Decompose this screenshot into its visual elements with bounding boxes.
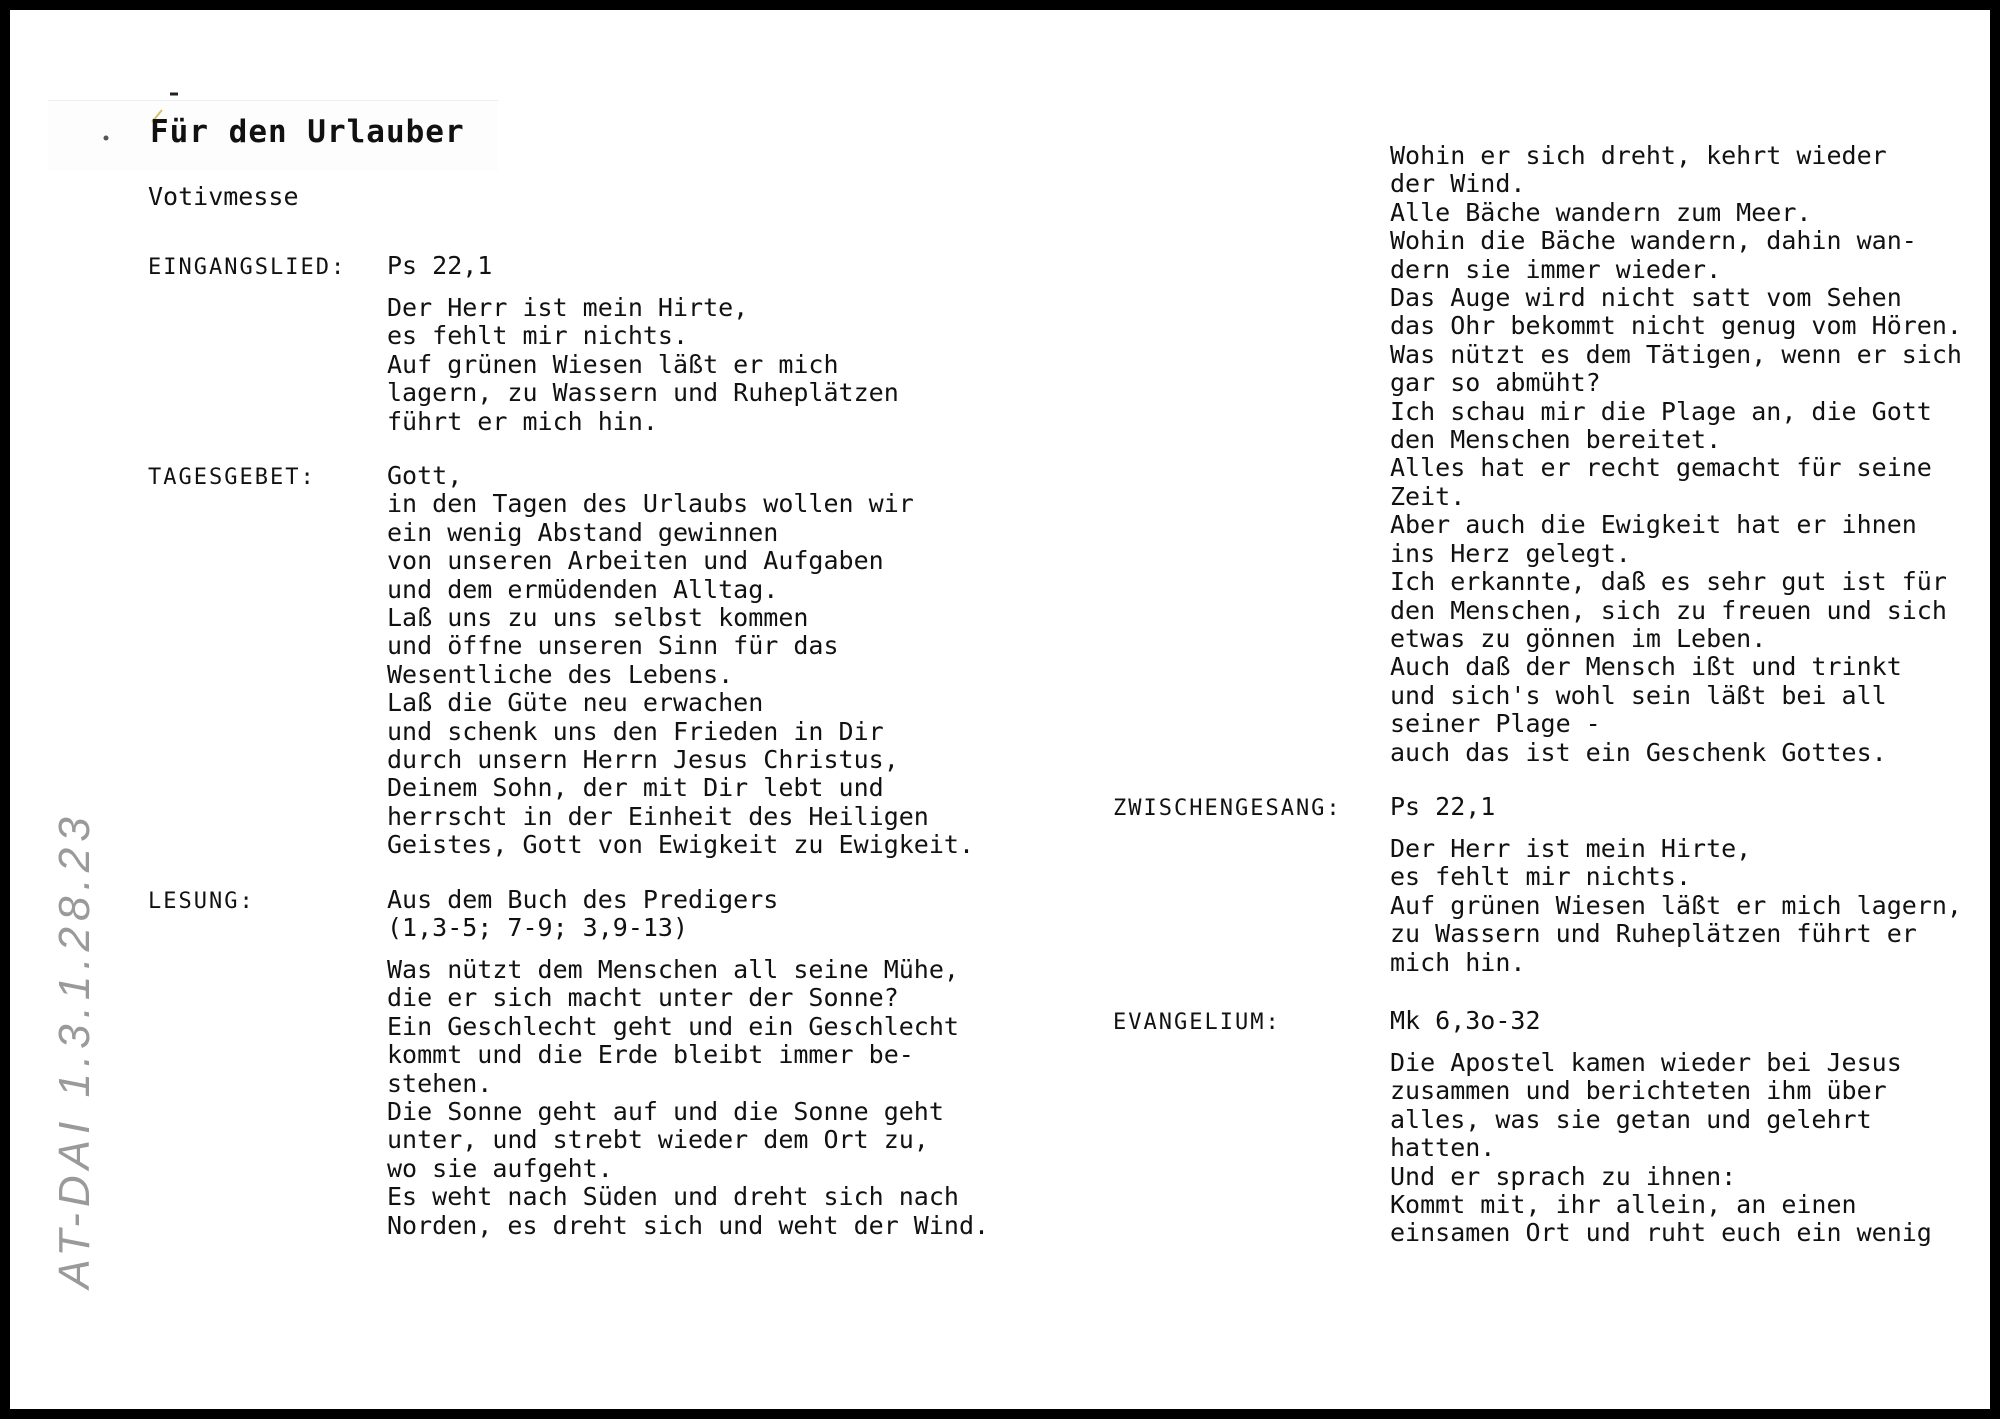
zwischengesang-text: Der Herr ist mein Hirte, es fehlt mir nichts. Auf grünen Wiesen läßt er mich lagern, zu Wassern und Ruheplätzen führt er mich hin. xyxy=(1390,834,1962,977)
archive-signature-text: AT-DAI 1.3.1.28.23 xyxy=(50,811,99,1289)
lesung-ref: Aus dem Buch des Predigers (1,3-5; 7-9; 3,9-13) xyxy=(387,885,779,943)
label-lesung: LESUNG: xyxy=(148,889,255,914)
lesung-text-continued: Wohin er sich dreht, kehrt wieder der Wind. Alle Bäche wandern zum Meer. Wohin die Bäche wandern, dahin wan- dern sie immer wieder. Das Auge wird nicht satt vom Sehen das Ohr bekommt nicht genug vom Hören. Was nützt es dem Tätigen, wenn er sich gar so abmüht? Ich schau mir die Plage an, die Gott den Menschen bereitet. Alles hat er recht gemacht für seine Zeit. Aber auch die Ewigkeit hat er ihnen ins Herz gelegt. Ich erkannte, daß es sehr gut ist für den Menschen, sich zu freuen und sich etwas zu gönnen im Leben. Auch daß der Mensch ißt und trinkt und sich's wohl sein läßt bei all seiner Plage - auch das ist ein Geschenk Gottes. xyxy=(1390,141,1962,767)
document-page xyxy=(10,10,1990,1409)
archive-signature xyxy=(40,790,110,1310)
eingangslied-ref: Ps 22,1 xyxy=(387,251,493,280)
eingangslied-text: Der Herr ist mein Hirte, es fehlt mir nichts. Auf grünen Wiesen läßt er mich lagern, zu Wassern und Ruheplätzen führt er mich hin. xyxy=(387,293,899,436)
zwischengesang-ref: Ps 22,1 xyxy=(1390,792,1496,821)
document-title: Für den Urlauber xyxy=(150,114,465,150)
label-eingangslied: EINGANGSLIED: xyxy=(148,255,347,280)
label-zwischengesang: ZWISCHENGESANG: xyxy=(1113,796,1342,821)
lesung-text: Was nützt dem Menschen all seine Mühe, die er sich macht unter der Sonne? Ein Geschlecht geht und ein Geschlecht kommt und die Erde bleibt immer be- stehen. Die Sonne geht auf und die Sonne geht unter, und strebt wieder dem Ort zu, wo sie aufgeht. Es weht nach Süden und dreht sich nach Norden, es dreht sich und weht der Wind. xyxy=(387,955,990,1240)
tagesgebet-text: Gott, in den Tagen des Urlaubs wollen wir ein wenig Abstand gewinnen von unseren Arbeiten und Aufgaben und dem ermüdenden Alltag. Laß uns zu uns selbst kommen und öffne unseren Sinn für das Wesentliche des Lebens. Laß die Güte neu erwachen und schenk uns den Frieden in Dir durch unsern Herrn Jesus Christus, Deinem Sohn, der mit Dir lebt und herrscht in der Einheit des Heiligen Geistes, Gott von Ewigkeit zu Ewigkeit. xyxy=(387,461,974,860)
label-tagesgebet: TAGESGEBET: xyxy=(148,465,316,490)
evangelium-ref: Mk 6,3o-32 xyxy=(1390,1006,1541,1035)
evangelium-text: Die Apostel kamen wieder bei Jesus zusammen und berichteten ihm über alles, was sie getan und gelehrt hatten. Und er sprach zu ihnen: Kommt mit, ihr allein, an einen einsamen Ort und ruht euch ein wenig xyxy=(1390,1048,1932,1248)
label-evangelium: EVANGELIUM: xyxy=(1113,1010,1281,1035)
subtitle: Votivmesse xyxy=(148,182,299,211)
